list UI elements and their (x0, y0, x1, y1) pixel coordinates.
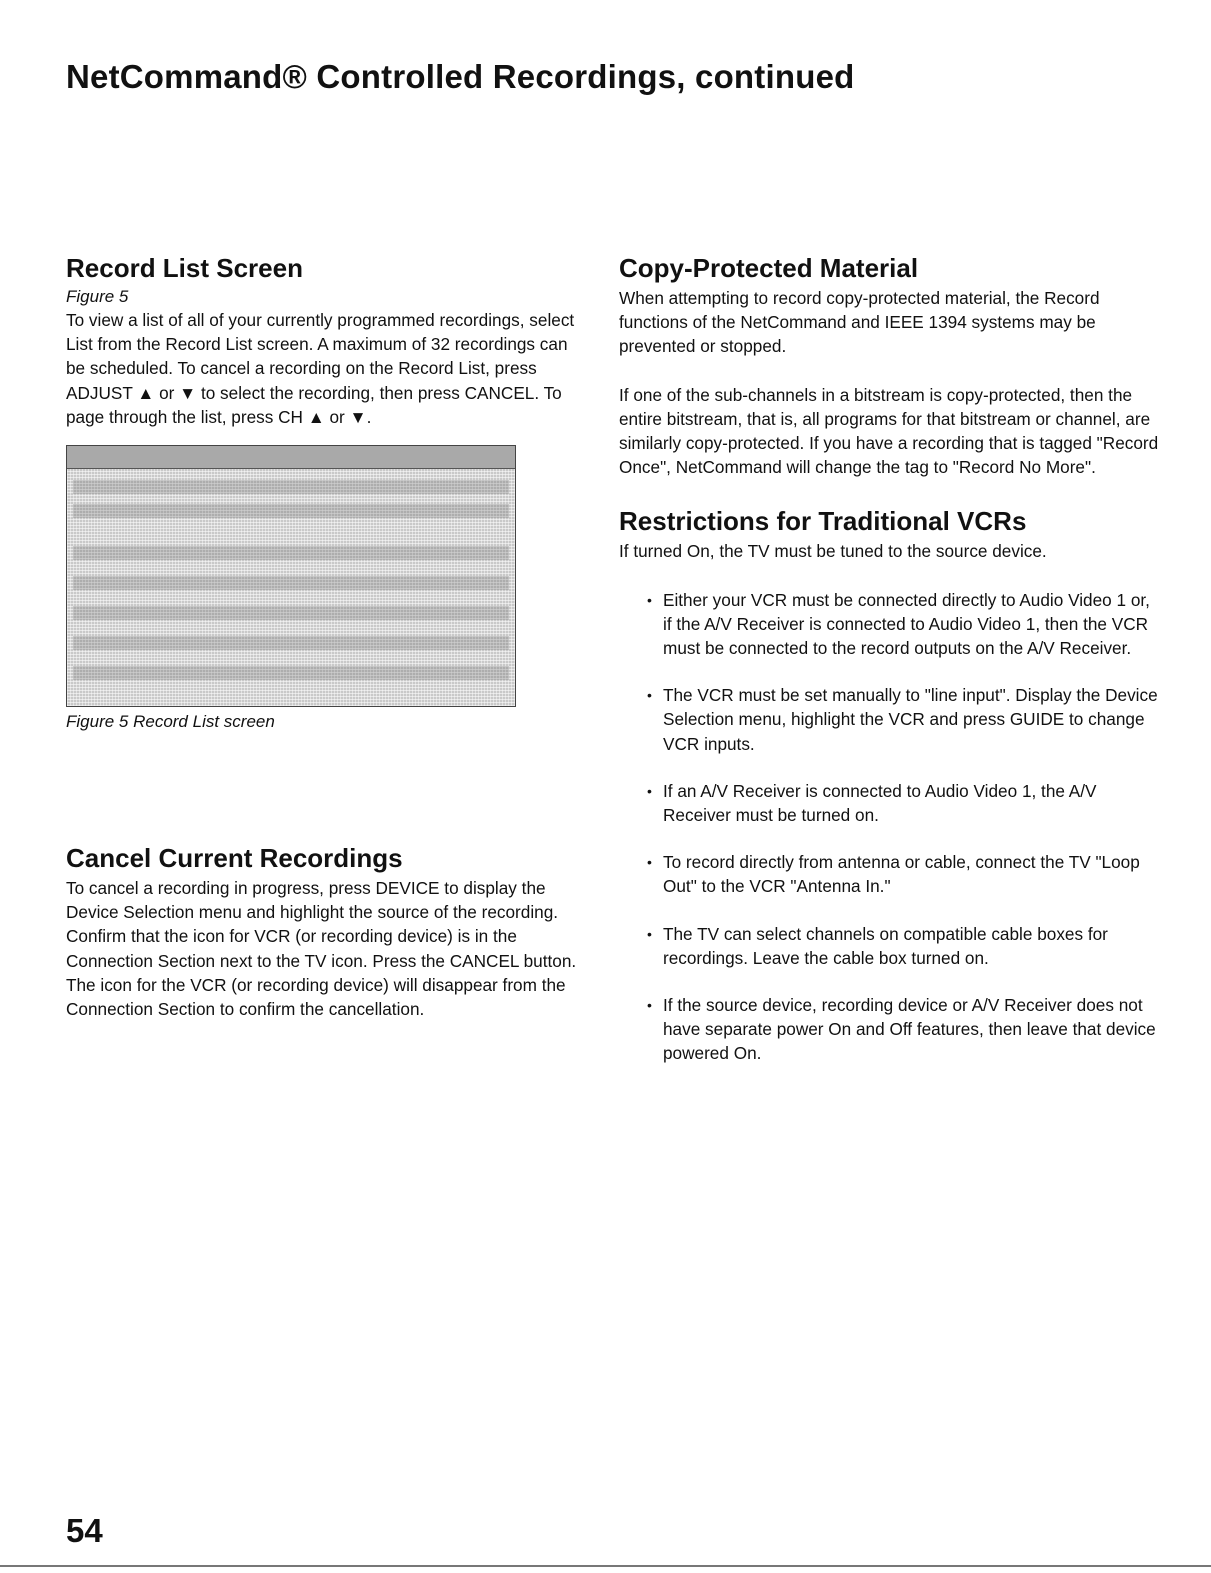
left-column (66, 250, 586, 1021)
figure-caption: Figure 5 Record List screen (66, 712, 275, 732)
figure-row (73, 666, 509, 680)
figure-row (73, 546, 509, 560)
bullet-icon: • (647, 591, 652, 608)
bullet-icon: • (647, 925, 652, 942)
record-list-screen-figure (66, 445, 516, 707)
bullet-icon: • (647, 854, 652, 871)
bullet-icon: • (647, 687, 652, 704)
figure-title-bar (67, 446, 515, 469)
figure-reference: Figure 5 (66, 287, 129, 306)
copy-protected-para-2: If one of the sub-channels in a bitstream is copy-protected, then the entire bitstream, that is, all programs for that bitstream or channel, are similarly copy-protected. If you have a recording that is tagged "Record Once", NetCommand will change the tag to "Record No More". (619, 384, 1159, 478)
bullet-icon: • (647, 782, 652, 799)
list-item (619, 683, 1159, 756)
list-item (619, 993, 1159, 1066)
copy-protected-heading: Copy-Protected Material (619, 253, 919, 283)
page-number: 54 (66, 1512, 103, 1549)
right-column (619, 250, 1159, 1089)
list-item-text: To record directly from antenna or cable, connect the TV "Loop Out" to the VCR "Antenna In." (663, 852, 1140, 897)
list-item-text: If an A/V Receiver is connected to Audio Video 1, the A/V Receiver must be turned on. (663, 780, 1097, 826)
figure-row (73, 636, 509, 650)
figure-row (73, 576, 509, 590)
list-item-text: Either your VCR must be connected directly to Audio Video 1 or, if the A/V Receiver is connected to Audio Video 1, then the VCR must be connected to the record outputs on the A/V Receiver. (663, 589, 1150, 659)
list-item (619, 850, 1159, 898)
restrictions-list (619, 588, 1159, 1066)
list-item-text: The TV can select channels on compatible cable boxes for recordings. Leave the cable box turned on. (663, 923, 1108, 968)
list-item (619, 779, 1159, 827)
list-item (619, 588, 1159, 661)
figure-row (73, 504, 509, 518)
record-list-body: To view a list of all of your currently programmed recordings, select List from the Record List screen. A maximum of 32 recordings can be scheduled. To cancel a recording on the Record List, press ADJUST ▲ or ▼ to select the recording, then press CANCEL. To page through the list, press CH ▲ or ▼. (66, 310, 575, 427)
figure-row (73, 606, 509, 620)
page-title: NetCommand® Controlled Recordings, continued (66, 58, 855, 95)
cancel-current-body: To cancel a recording in progress, press DEVICE to display the Device Selection menu and highlight the source of the recording. Confirm that the icon for VCR (or recording device) is in the Connection Section next to the TV icon. Press the CANCEL button. The icon for the VCR (or recording device) will disappear from the Connection Section to confirm the cancellation. (66, 878, 577, 1020)
list-item-text: The VCR must be set manually to "line input". Display the Device Selection menu, highlight the VCR and press GUIDE to change VCR inputs. (663, 685, 1158, 754)
restrictions-intro: If turned On, the TV must be tuned to the source device. (619, 541, 1047, 562)
record-list-heading: Record List Screen (66, 253, 303, 283)
cancel-current-heading: Cancel Current Recordings (66, 843, 403, 874)
bullet-icon: • (647, 997, 652, 1014)
figure-header-row (73, 480, 509, 494)
bottom-rule (0, 1565, 1211, 1567)
list-item-text: If the source device, recording device or A/V Receiver does not have separate power On and Off features, then leave that device powered On. (663, 995, 1156, 1064)
list-item (619, 922, 1159, 970)
copy-protected-para-1: When attempting to record copy-protected material, the Record functions of the NetCommand and IEEE 1394 systems may be prevented or stopped. (619, 288, 1100, 357)
restrictions-heading: Restrictions for Traditional VCRs (619, 506, 1027, 537)
